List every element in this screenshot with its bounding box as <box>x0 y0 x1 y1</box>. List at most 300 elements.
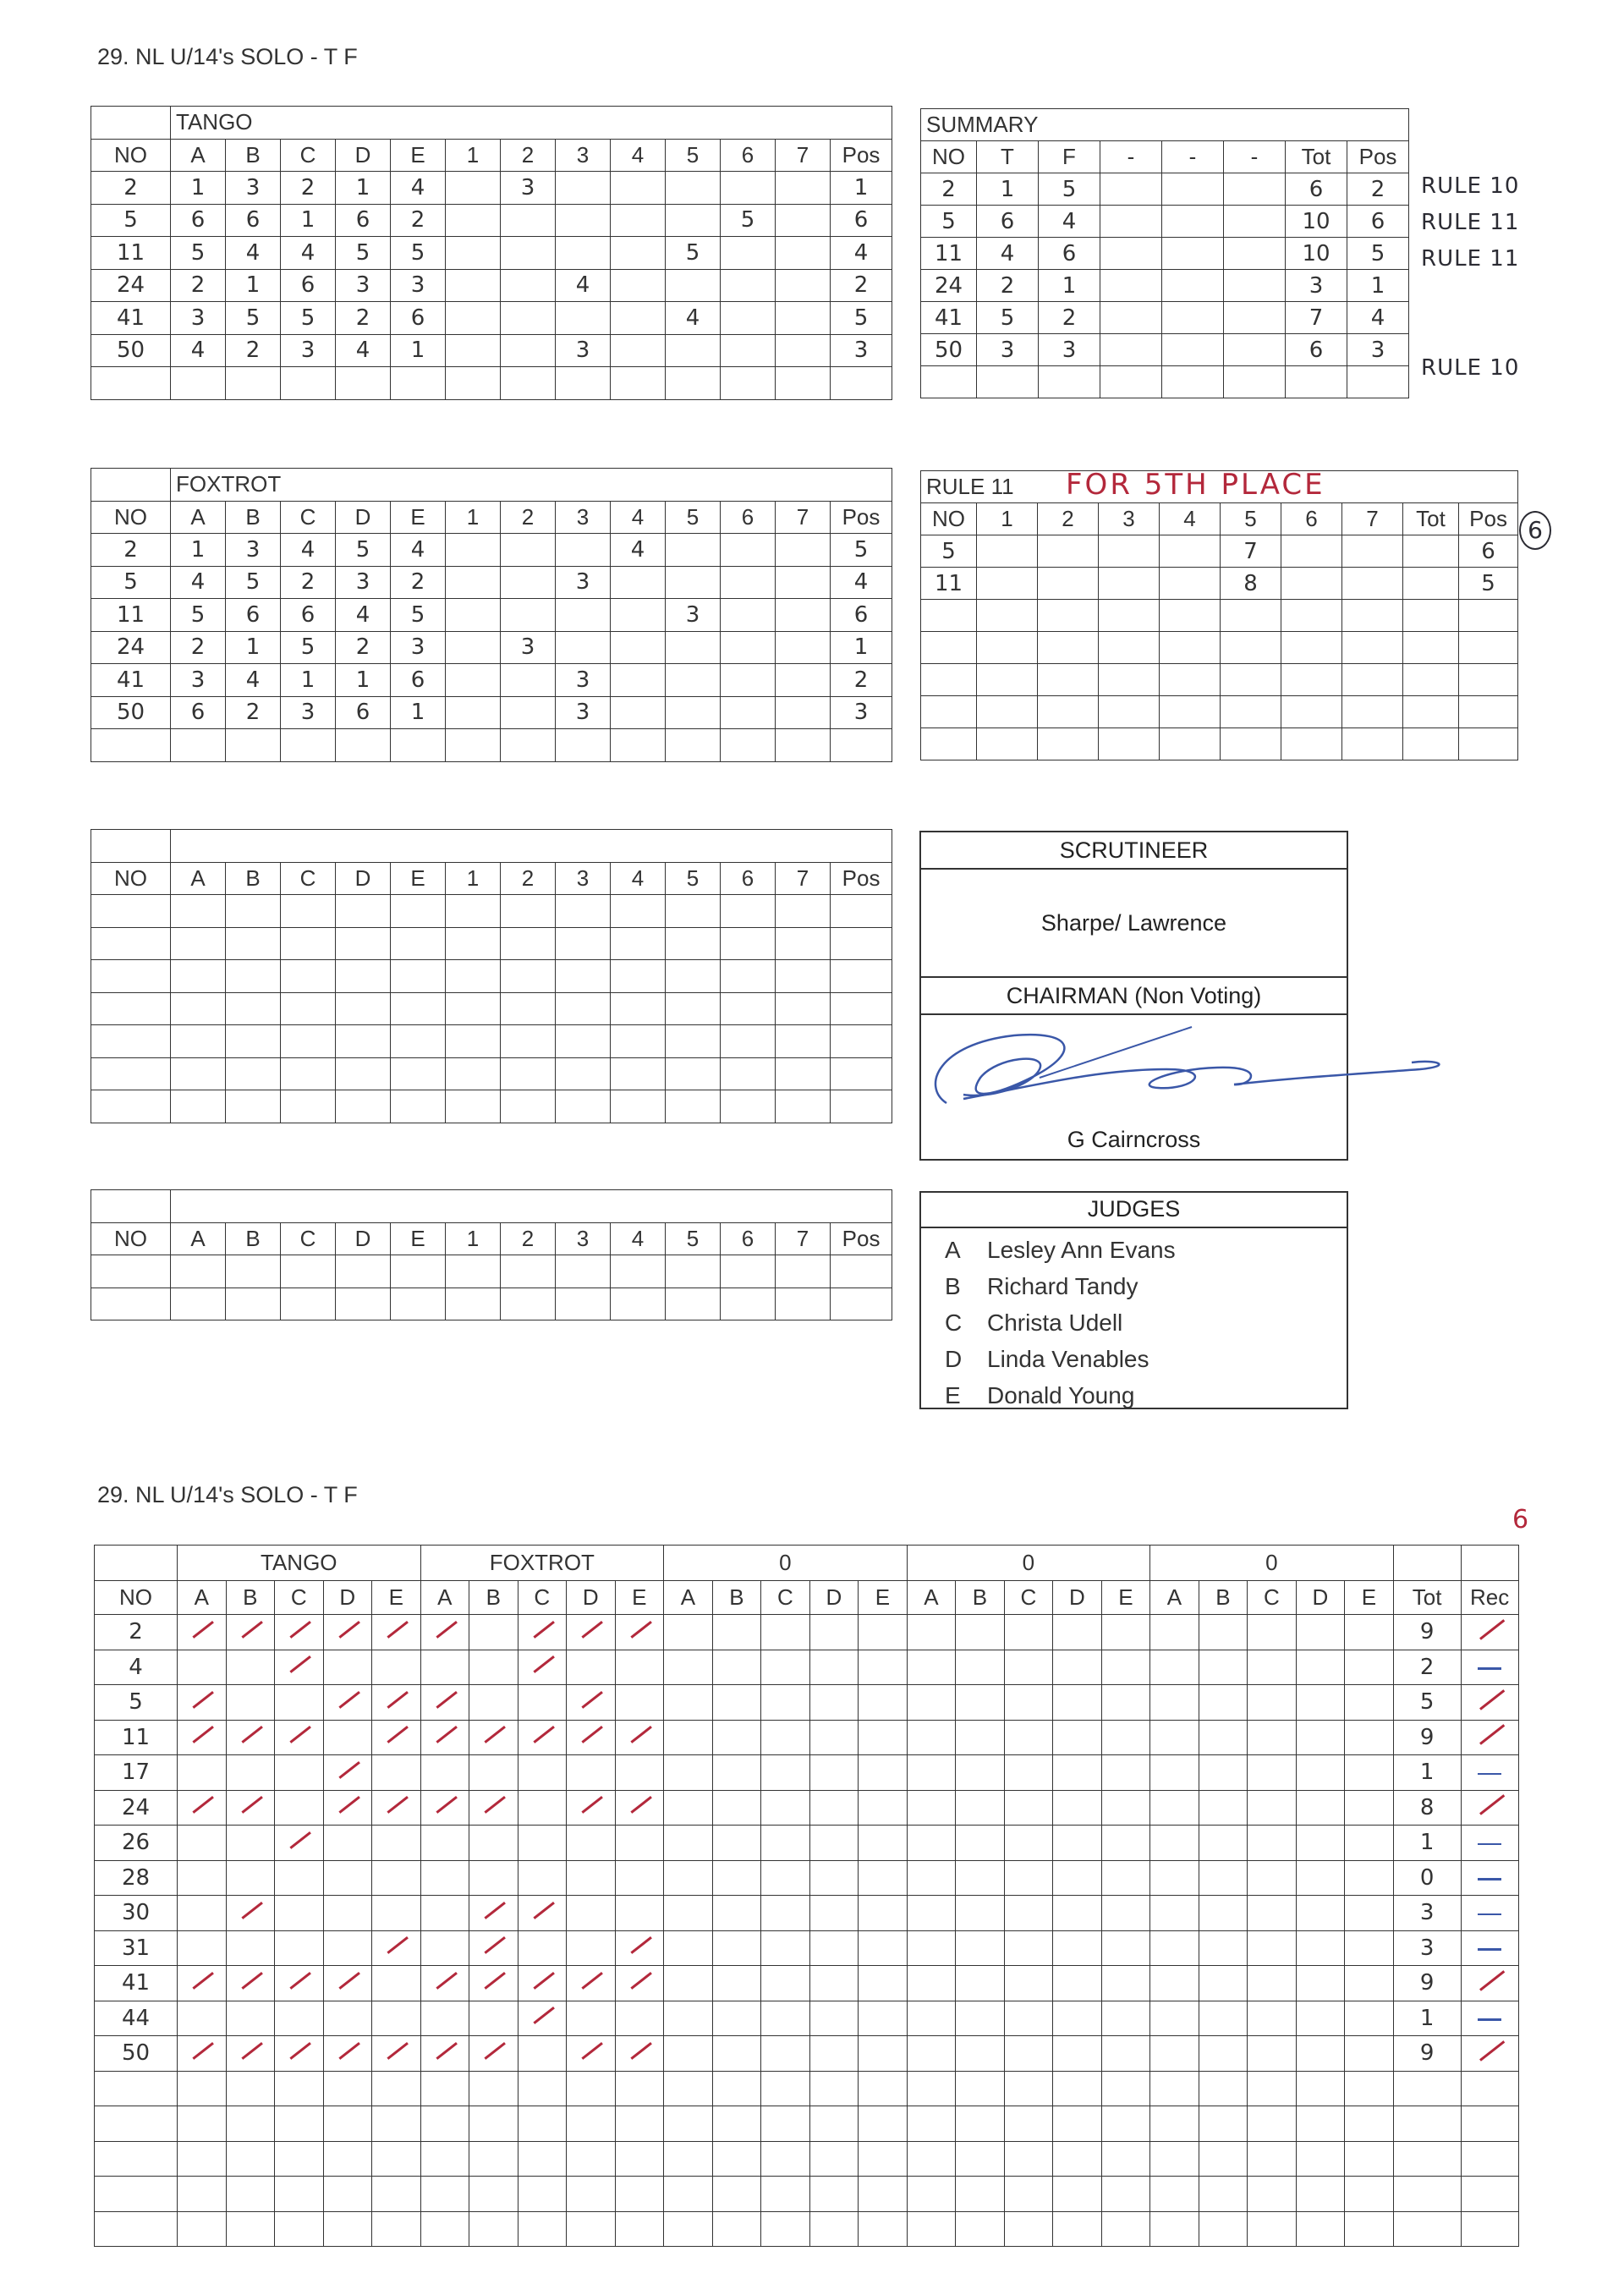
empty-cell <box>615 1685 664 1721</box>
judge-mark: 6 <box>171 204 226 237</box>
column-header: B <box>226 139 281 172</box>
recall-mark <box>372 2036 421 2072</box>
empty-cell <box>1296 1790 1345 1826</box>
empty-cell <box>761 2211 810 2247</box>
recall-mark <box>518 1615 567 1650</box>
empty-cell <box>1248 2177 1297 2212</box>
placing: 5 <box>831 302 892 335</box>
majority-count <box>446 599 501 632</box>
empty-cell <box>1393 1546 1461 1581</box>
recall-tick <box>284 1829 313 1851</box>
empty-cell <box>1248 1930 1297 1966</box>
empty-cell <box>1038 632 1099 664</box>
judge-mark: 6 <box>391 302 446 335</box>
empty-cell <box>420 2071 469 2106</box>
empty-cell <box>178 1860 227 1896</box>
table-row <box>95 2106 1519 2142</box>
recall-mark <box>323 1966 372 2001</box>
table-row <box>921 270 1409 302</box>
empty-cell <box>859 2141 908 2177</box>
empty-cell <box>1461 2071 1518 2106</box>
recall-mark <box>615 1615 664 1650</box>
empty-cell <box>776 1090 831 1123</box>
table-row <box>95 2036 1519 2072</box>
empty-cell <box>178 2177 227 2212</box>
empty-cell <box>1345 1720 1394 1755</box>
empty-cell <box>1345 1826 1394 1861</box>
empty-cell <box>956 1755 1005 1791</box>
judge-column-header: D <box>1296 1581 1345 1615</box>
recall-decision <box>1461 1615 1518 1650</box>
column-header: - <box>1162 141 1224 173</box>
empty-cell <box>420 1896 469 1931</box>
column-header: 1 <box>977 503 1038 535</box>
table-row <box>91 534 892 567</box>
recall-mark <box>420 1966 469 2001</box>
empty-cell <box>809 2177 859 2212</box>
foxtrot-place: 4 <box>1039 206 1100 238</box>
judge-mark: 2 <box>171 269 226 302</box>
empty-cell <box>721 1057 776 1090</box>
empty-cell <box>469 1755 518 1791</box>
empty-cell <box>721 1255 776 1288</box>
empty-cell <box>977 664 1038 696</box>
empty-cell <box>446 1025 501 1058</box>
empty-cell <box>91 992 171 1025</box>
empty-cell <box>859 1615 908 1650</box>
recall-tick <box>284 1969 313 1991</box>
empty-cell <box>1099 696 1160 728</box>
empty-cell <box>1248 1790 1297 1826</box>
empty-cell <box>556 960 611 993</box>
judge-mark: 1 <box>391 696 446 729</box>
empty-cell <box>171 367 226 400</box>
judge-mark: 3 <box>336 566 391 599</box>
recall-mark <box>469 1896 518 1931</box>
majority-count <box>611 269 666 302</box>
table-row <box>91 992 892 1025</box>
competitor-number: 11 <box>91 599 171 632</box>
empty-cell <box>275 2211 324 2247</box>
final-position: 1 <box>1347 270 1409 302</box>
empty-cell <box>1393 2177 1461 2212</box>
majority-count <box>666 631 721 664</box>
majority-count <box>501 302 556 335</box>
competitor-number: 50 <box>91 696 171 729</box>
empty-cell <box>518 1860 567 1896</box>
empty-cell <box>611 729 666 762</box>
recall-mark <box>372 1790 421 1826</box>
placing: 5 <box>831 534 892 567</box>
recall-total: 9 <box>1393 1720 1461 1755</box>
empty-cell <box>1199 1966 1248 2001</box>
recall-tick <box>576 1723 605 1745</box>
empty-cell <box>1150 1826 1199 1861</box>
empty-cell <box>666 367 721 400</box>
empty-cell <box>1296 2106 1345 2142</box>
recall-decision <box>1461 1755 1518 1791</box>
empty-cell <box>226 1755 275 1791</box>
table-row <box>91 696 892 729</box>
empty-cell <box>1101 2106 1150 2142</box>
competitor-number: 50 <box>95 2036 178 2072</box>
empty-cell <box>1199 2106 1248 2142</box>
table-row <box>91 1025 892 1058</box>
majority-count: 7 <box>1221 535 1281 568</box>
header-row <box>921 141 1409 173</box>
empty-cell <box>518 1755 567 1791</box>
empty-cell <box>859 2071 908 2106</box>
empty-cell <box>556 367 611 400</box>
judge-column-header: D <box>567 1581 616 1615</box>
empty-cell <box>446 895 501 928</box>
empty-cell <box>1053 1720 1102 1755</box>
recall-table <box>94 1545 1519 2247</box>
recall-mark <box>323 1615 372 1650</box>
empty-cell <box>712 2036 761 2072</box>
empty-cell <box>1099 632 1160 664</box>
competitor-number: 24 <box>95 1790 178 1826</box>
empty-cell <box>95 2071 178 2106</box>
empty-cell <box>1053 1650 1102 1685</box>
empty-cell <box>1150 1790 1199 1826</box>
empty-cell <box>1281 696 1342 728</box>
recall-tick <box>431 1618 459 1640</box>
table-row <box>95 2141 1519 2177</box>
total-score: 10 <box>1286 206 1347 238</box>
competitor-number: 11 <box>91 237 171 270</box>
recall-total: 5 <box>1393 1685 1461 1721</box>
empty-cell <box>171 992 226 1025</box>
column-header: 1 <box>446 862 501 895</box>
recall-total: 9 <box>1393 2036 1461 2072</box>
empty-cell <box>664 1615 713 1650</box>
empty-cell <box>518 1930 567 1966</box>
column-header: - <box>1224 141 1286 173</box>
header-row <box>921 503 1518 535</box>
empty-cell <box>336 927 391 960</box>
not-recalled-mark <box>1478 1878 1501 1880</box>
empty-cell <box>761 1790 810 1826</box>
empty-cell <box>1248 1860 1297 1896</box>
dance-label: TANGO <box>171 107 892 140</box>
empty-cell <box>1296 1615 1345 1650</box>
empty-cell <box>1101 1860 1150 1896</box>
empty-cell <box>281 992 336 1025</box>
empty-cell <box>469 2177 518 2212</box>
placing: 3 <box>831 696 892 729</box>
empty-cell <box>372 1966 421 2001</box>
table-title-row <box>921 109 1409 141</box>
empty-cell <box>1224 270 1286 302</box>
majority-count: 4 <box>666 302 721 335</box>
empty-cell <box>956 2106 1005 2142</box>
empty-cell <box>664 1930 713 1966</box>
judge-name: Donald Young <box>987 1382 1135 1408</box>
recall-tick <box>625 1934 654 1956</box>
recall-decision <box>1461 1790 1518 1826</box>
empty-cell <box>1224 238 1286 270</box>
empty-cell <box>1101 1650 1150 1685</box>
recall-tick <box>236 1793 265 1815</box>
empty-cell <box>1101 2177 1150 2212</box>
recall-tick <box>479 1793 508 1815</box>
not-recalled-mark <box>1478 1773 1501 1776</box>
empty-cell <box>977 696 1038 728</box>
empty-cell <box>226 1860 275 1896</box>
empty-cell <box>977 632 1038 664</box>
judges-box <box>919 1191 1348 1409</box>
empty-cell <box>420 2141 469 2177</box>
column-header: 6 <box>721 862 776 895</box>
judge-letter: B <box>945 1273 961 1299</box>
empty-cell <box>712 1720 761 1755</box>
empty-cell <box>501 1255 556 1288</box>
empty-cell <box>831 729 892 762</box>
empty-cell <box>226 895 281 928</box>
empty-cell <box>226 1930 275 1966</box>
empty-cell <box>761 1650 810 1685</box>
recall-mark <box>567 1720 616 1755</box>
majority-count <box>556 631 611 664</box>
majority-count <box>666 204 721 237</box>
column-header: 4 <box>611 862 666 895</box>
empty-cell <box>469 1685 518 1721</box>
empty-cell <box>469 1860 518 1896</box>
empty-cell <box>556 927 611 960</box>
empty-cell <box>171 1057 226 1090</box>
empty-cell <box>712 1896 761 1931</box>
column-header: 4 <box>611 1222 666 1255</box>
majority-count: 3 <box>556 566 611 599</box>
majority-count <box>446 269 501 302</box>
column-header: Rec <box>1461 1581 1518 1615</box>
empty-cell <box>1100 302 1162 334</box>
empty-cell <box>776 1288 831 1320</box>
judge-mark: 2 <box>226 334 281 367</box>
competitor-number: 5 <box>95 1685 178 1721</box>
empty-cell <box>275 1860 324 1896</box>
empty-cell <box>1296 1966 1345 2001</box>
empty-cell <box>761 1896 810 1931</box>
empty-cell <box>323 2001 372 2036</box>
empty-cell <box>1053 2071 1102 2106</box>
empty-cell <box>1296 1755 1345 1791</box>
majority-count <box>446 664 501 697</box>
empty-cell <box>831 927 892 960</box>
empty-cell <box>226 1685 275 1721</box>
empty-cell <box>1160 535 1221 568</box>
empty-cell <box>1038 696 1099 728</box>
empty-cell <box>391 927 446 960</box>
recall-mark <box>323 1790 372 1826</box>
judge-name: Lesley Ann Evans <box>987 1237 1176 1263</box>
recall-mark <box>372 1720 421 1755</box>
empty-cell <box>178 2141 227 2177</box>
judge-letter: D <box>945 1346 963 1372</box>
table-row <box>95 2177 1519 2212</box>
judge-mark: 1 <box>281 664 336 697</box>
empty-cell <box>446 1090 501 1123</box>
empty-cell <box>501 1090 556 1123</box>
judge-mark: 6 <box>281 599 336 632</box>
judge-column-header: A <box>1150 1581 1199 1615</box>
empty-cell <box>171 1025 226 1058</box>
empty-cell <box>469 1615 518 1650</box>
table-title-row <box>91 107 892 140</box>
table-row <box>91 960 892 993</box>
chairman-name: G Cairncross <box>1067 1127 1201 1152</box>
judge-column-header: B <box>1199 1581 1248 1615</box>
total-score: 3 <box>1286 270 1347 302</box>
column-header: A <box>171 862 226 895</box>
column-header: 2 <box>501 139 556 172</box>
empty-cell <box>1101 1930 1150 1966</box>
judge-column-header: A <box>907 1581 956 1615</box>
empty-cell <box>556 1255 611 1288</box>
empty-cell <box>1160 664 1221 696</box>
empty-cell <box>275 2001 324 2036</box>
empty-cell <box>712 1826 761 1861</box>
placing: 1 <box>831 172 892 205</box>
column-header: B <box>226 501 281 534</box>
column-header: NO <box>921 503 977 535</box>
table-row <box>91 895 892 928</box>
empty-cell <box>664 2036 713 2072</box>
empty-cell <box>712 2001 761 2036</box>
empty-cell <box>1150 2036 1199 2072</box>
empty-cell <box>281 1057 336 1090</box>
empty-cell <box>171 1288 226 1320</box>
empty-cell <box>721 367 776 400</box>
empty-cell <box>1150 1930 1199 1966</box>
chairman-signature <box>913 1018 1462 1128</box>
recall-tick <box>625 1618 654 1640</box>
total-score: 6 <box>1286 173 1347 206</box>
foxtrot-place: 1 <box>1039 270 1100 302</box>
column-header: 6 <box>721 1222 776 1255</box>
not-recalled-mark <box>1478 1667 1501 1670</box>
judge-mark: 1 <box>171 534 226 567</box>
empty-cell <box>1150 1755 1199 1791</box>
empty-cell <box>1248 1650 1297 1685</box>
recall-tick <box>479 2040 508 2062</box>
empty-cell <box>567 1755 616 1791</box>
empty-cell <box>809 1930 859 1966</box>
majority-count <box>776 534 831 567</box>
empty-cell <box>91 1025 171 1058</box>
column-header: D <box>336 139 391 172</box>
empty-cell <box>712 1790 761 1826</box>
table-row <box>95 1790 1519 1826</box>
empty-cell <box>1053 1685 1102 1721</box>
recall-tick <box>576 2040 605 2062</box>
empty-cell <box>1296 1860 1345 1896</box>
judge-mark: 5 <box>226 302 281 335</box>
empty-cell <box>1099 568 1160 600</box>
judge-name: Christa Udell <box>987 1309 1123 1336</box>
empty-cell <box>615 1896 664 1931</box>
majority-count <box>501 566 556 599</box>
not-recalled-mark <box>1478 1913 1501 1916</box>
empty-cell <box>809 1755 859 1791</box>
empty-cell <box>956 1860 1005 1896</box>
empty-cell <box>420 2211 469 2247</box>
empty-cell <box>721 1025 776 1058</box>
empty-cell <box>226 1826 275 1861</box>
recall-total: 1 <box>1393 1755 1461 1791</box>
column-header: 2 <box>501 862 556 895</box>
empty-cell <box>809 2211 859 2247</box>
table-title-row <box>91 830 892 863</box>
judge-column-header: A <box>420 1581 469 1615</box>
empty-cell <box>615 1860 664 1896</box>
foxtrot-place: 2 <box>1039 302 1100 334</box>
table-row <box>91 172 892 205</box>
empty-cell <box>1248 2211 1297 2247</box>
empty-cell <box>1150 1685 1199 1721</box>
majority-count <box>556 204 611 237</box>
judge-name: Richard Tandy <box>987 1273 1138 1299</box>
empty-cell <box>1461 1546 1518 1581</box>
empty-cell <box>1101 1896 1150 1931</box>
empty-cell <box>611 1255 666 1288</box>
column-header: D <box>336 501 391 534</box>
recall-tick <box>431 1969 459 1991</box>
empty-cell <box>615 1826 664 1861</box>
empty-cell <box>372 2106 421 2142</box>
empty-cell <box>615 2106 664 2142</box>
majority-count <box>611 631 666 664</box>
empty-cell <box>518 2071 567 2106</box>
recall-total: 2 <box>1393 1650 1461 1685</box>
empty-cell <box>761 2036 810 2072</box>
judge-column-header: D <box>1053 1581 1102 1615</box>
table-row <box>921 334 1409 366</box>
empty-cell <box>1199 1720 1248 1755</box>
recall-tick <box>381 1688 410 1710</box>
recall-tick <box>576 1793 605 1815</box>
empty-cell <box>664 1826 713 1861</box>
judge-mark: 1 <box>281 204 336 237</box>
competitor-number: 50 <box>91 334 171 367</box>
empty-cell <box>91 895 171 928</box>
empty-cell <box>1038 535 1099 568</box>
header-row <box>91 862 892 895</box>
column-header: Pos <box>831 862 892 895</box>
column-header: C <box>281 501 336 534</box>
recall-mark <box>567 1685 616 1721</box>
empty-cell <box>91 1255 171 1288</box>
recall-tick <box>625 1723 654 1745</box>
empty-cell <box>666 1090 721 1123</box>
recall-tick <box>431 1723 459 1745</box>
empty-cell <box>178 2001 227 2036</box>
empty-cell <box>226 992 281 1025</box>
empty-cell <box>615 2177 664 2212</box>
empty-cell <box>446 1057 501 1090</box>
empty-cell <box>567 2141 616 2177</box>
recall-decision <box>1461 1930 1518 1966</box>
empty-cell <box>1342 664 1403 696</box>
empty-cell <box>91 1090 171 1123</box>
empty-cell <box>907 2071 956 2106</box>
empty-cell <box>761 2071 810 2106</box>
empty-cell <box>664 2071 713 2106</box>
empty-cell <box>1150 1966 1199 2001</box>
table-row <box>921 302 1409 334</box>
empty-cell <box>171 927 226 960</box>
